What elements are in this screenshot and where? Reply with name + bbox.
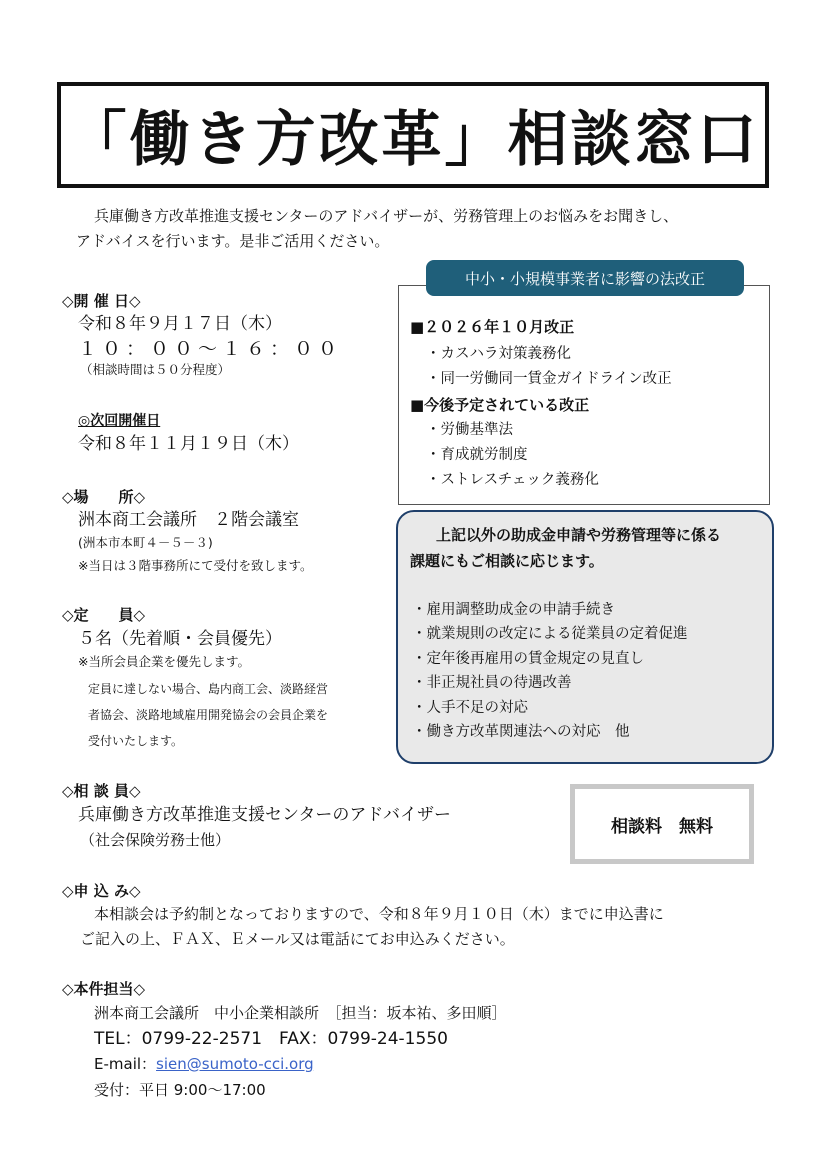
contact-email-row bbox=[94, 1053, 314, 1075]
law-item-3: ・労働基準法 bbox=[426, 422, 513, 438]
consult-duration-note: （相談時間は５０分程度） bbox=[80, 362, 231, 377]
apply-line-2: ご記入の上、ＦＡＸ、Ｅメール又は電話にてお申込みください。 bbox=[80, 930, 515, 948]
apply-heading: ◇申 込 み◇ bbox=[62, 882, 141, 900]
event-date: 令和８年９月１７日（木） bbox=[78, 314, 282, 334]
consult-item-1: ・雇用調整助成金の申請手続き bbox=[412, 602, 615, 618]
date-heading: ◇開 催 日◇ bbox=[62, 292, 141, 310]
consult-lead-1: 上記以外の助成金申請や労務管理等に係る bbox=[436, 526, 722, 544]
capacity: ５名（先着順・会員優先） bbox=[78, 629, 282, 649]
intro-line-1: 兵庫働き方改革推進支援センターのアドバイザーが、労務管理上のお悩みをお聞きし、 bbox=[94, 207, 679, 225]
email-label: E-mail： bbox=[94, 1055, 157, 1073]
contact-org: 洲本商工会議所 中小企業相談所 ［担当：坂本祐、多田順］ bbox=[94, 1004, 507, 1022]
title-box bbox=[57, 82, 769, 188]
page-title: 「働き方改革」相談窓口 bbox=[66, 105, 760, 175]
law-head-2: ■今後予定されている改正 bbox=[410, 396, 590, 414]
consult-item-5: ・人手不足の対応 bbox=[412, 700, 528, 716]
advisor-name: 兵庫働き方改革推進支援センターのアドバイザー bbox=[78, 805, 451, 825]
consult-lead-2: 課題にもご相談に応じます。 bbox=[410, 552, 604, 570]
next-date-heading: ◎次回開催日 bbox=[78, 413, 161, 429]
next-date: 令和８年１１月１９日（木） bbox=[78, 434, 299, 454]
consult-item-3: ・定年後再雇用の賃金規定の見直し bbox=[412, 651, 644, 667]
intro-line-2: アドバイスを行います。是非ご活用ください。 bbox=[76, 232, 390, 250]
law-item-4: ・育成就労制度 bbox=[426, 447, 528, 463]
law-item-2: ・同一労働同一賃金ガイドライン改正 bbox=[426, 371, 672, 387]
venue-address: (洲本市本町４－５－３) bbox=[78, 535, 213, 550]
place-heading: ◇場 所◇ bbox=[62, 488, 146, 506]
apply-line-1: 本相談会は予約制となっておりますので、令和８年９月１０日（木）までに申込書に bbox=[94, 905, 664, 923]
event-time: １０：００～１６：００ bbox=[78, 338, 343, 360]
consult-item-6: ・働き方改革関連法への対応 他 bbox=[412, 724, 630, 740]
advisor-sub: （社会保険労務士他） bbox=[80, 831, 231, 849]
law-item-5: ・ストレスチェック義務化 bbox=[426, 472, 599, 488]
intro-text bbox=[76, 204, 776, 254]
consult-item-2: ・就業規則の改定による従業員の定着促進 bbox=[412, 626, 688, 642]
capacity-note-3: 者協会、淡路地域雇用開発協会の会員企業を bbox=[88, 708, 329, 722]
law-revision-tab: 中小・小規模事業者に影響の法改正 bbox=[426, 260, 744, 296]
consult-item-4: ・非正規社員の待遇改善 bbox=[412, 675, 572, 691]
capacity-note-1: ※当所会員企業を優先します。 bbox=[78, 654, 250, 669]
law-item-1: ・カスハラ対策義務化 bbox=[426, 346, 571, 362]
email-link[interactable]: sien@sumoto-cci.org bbox=[156, 1055, 314, 1073]
advisor-heading: ◇相 談 員◇ bbox=[62, 782, 141, 800]
capacity-note-4: 受付いたします。 bbox=[88, 734, 184, 748]
capacity-heading: ◇定 員◇ bbox=[62, 606, 146, 624]
capacity-note-2: 定員に達しない場合、島内商工会、淡路経営 bbox=[88, 682, 329, 696]
law-head-1: ■２０２６年１０月改正 bbox=[410, 318, 575, 336]
contact-hours: 受付：平日 9:00～17:00 bbox=[94, 1081, 266, 1099]
contact-phone-fax: TEL：0799-22-2571 FAX：0799-24-1550 bbox=[94, 1029, 448, 1049]
fee-box: 相談料 無料 bbox=[570, 784, 754, 864]
venue-note: ※当日は３階事務所にて受付を致します。 bbox=[78, 558, 313, 573]
contact-heading: ◇本件担当◇ bbox=[62, 980, 146, 998]
venue: 洲本商工会議所 ２階会議室 bbox=[78, 510, 299, 530]
